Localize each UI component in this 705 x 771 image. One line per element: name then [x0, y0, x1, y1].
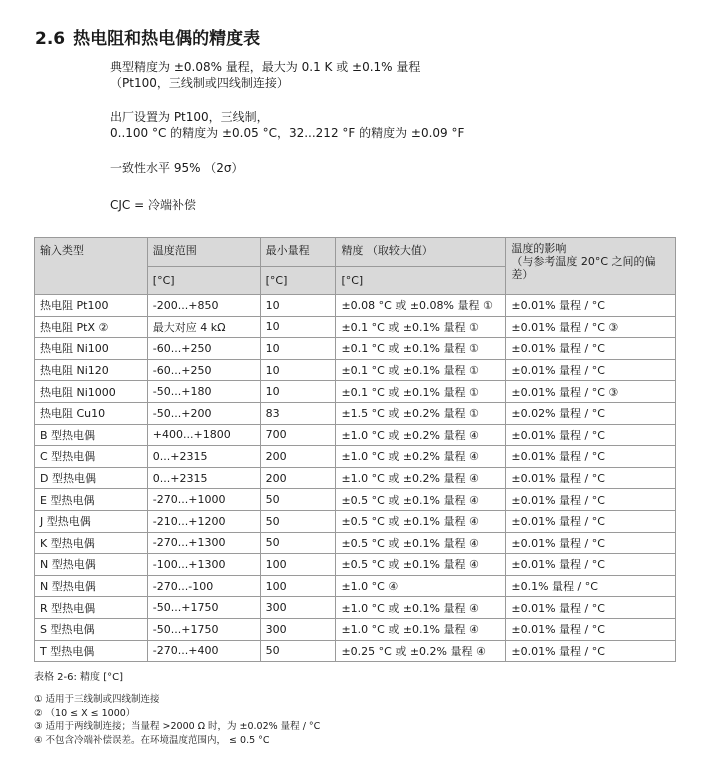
- cell-temperature-effect: ±0.01% 量程 / °C: [506, 640, 676, 662]
- footnote-1: ① 适用于三线制或四线制连接: [34, 694, 160, 705]
- header-accuracy: 精度 （取较大值）: [336, 238, 506, 267]
- table-row: [35, 489, 676, 511]
- cell-temperature-range: -210...+1200: [147, 510, 260, 532]
- cell-input-type: N 型热电偶: [35, 575, 148, 597]
- table-row: [35, 575, 676, 597]
- cjc-definition-text: CJC = 冷端补偿: [110, 198, 196, 212]
- cell-min-span: 50: [260, 640, 336, 662]
- cell-min-span: 10: [260, 359, 336, 381]
- cell-min-span: 700: [260, 424, 336, 446]
- cell-input-type: 热电阻 PtX ②: [35, 316, 148, 338]
- typical-accuracy-text: [110, 59, 420, 91]
- cell-temperature-effect: ±0.01% 量程 / °C: [506, 446, 676, 468]
- table-row: [35, 359, 676, 381]
- cell-temperature-range: -270...-100: [147, 575, 260, 597]
- cell-temperature-effect: ±0.01% 量程 / °C: [506, 295, 676, 317]
- cell-input-type: J 型热电偶: [35, 510, 148, 532]
- cell-min-span: 10: [260, 338, 336, 360]
- cell-min-span: 50: [260, 489, 336, 511]
- cell-temperature-range: -50...+1750: [147, 618, 260, 640]
- cell-accuracy: ±0.5 °C 或 ±0.1% 量程 ④: [336, 554, 506, 576]
- cell-input-type: E 型热电偶: [35, 489, 148, 511]
- cell-temperature-range: -50...+1750: [147, 597, 260, 619]
- cell-input-type: D 型热电偶: [35, 467, 148, 489]
- table-row: [35, 597, 676, 619]
- cell-min-span: 83: [260, 402, 336, 424]
- cell-temperature-effect: ±0.01% 量程 / °C: [506, 618, 676, 640]
- cell-min-span: 100: [260, 575, 336, 597]
- factory-setting-line2: 0..100 °C 的精度为 ±0.05 °C，32...212 °F 的精度为 ±0.09 °F: [110, 126, 465, 140]
- table-caption: 表格 2-6: 精度 [°C]: [34, 672, 124, 683]
- footnote-4: ④ 不包含冷端补偿误差。在环境温度范围内， ≤ 0.5 °C: [34, 734, 270, 746]
- cell-temperature-range: -200...+850: [147, 295, 260, 317]
- cell-temperature-range: -270...+400: [147, 640, 260, 662]
- cell-temperature-range: -270...+1300: [147, 532, 260, 554]
- cell-min-span: 300: [260, 597, 336, 619]
- cell-input-type: K 型热电偶: [35, 532, 148, 554]
- cell-temperature-effect: ±0.01% 量程 / °C: [506, 597, 676, 619]
- cell-accuracy: ±1.0 °C 或 ±0.2% 量程 ④: [336, 424, 506, 446]
- cell-input-type: 热电阻 Cu10: [35, 402, 148, 424]
- cell-temperature-effect: ±0.01% 量程 / °C: [506, 467, 676, 489]
- cell-temperature-effect: ±0.02% 量程 / °C: [506, 402, 676, 424]
- cell-accuracy: ±1.0 °C ④: [336, 575, 506, 597]
- section-number: 2.6: [35, 29, 66, 49]
- table-row: [35, 402, 676, 424]
- cell-temperature-effect: ±0.01% 量程 / °C: [506, 532, 676, 554]
- cell-temperature-range: -60...+250: [147, 359, 260, 381]
- cell-input-type: N 型热电偶: [35, 554, 148, 576]
- section-heading: [35, 24, 260, 49]
- table-row: [35, 554, 676, 576]
- cell-input-type: 热电阻 Ni120: [35, 359, 148, 381]
- cell-accuracy: ±0.1 °C 或 ±0.1% 量程 ①: [336, 338, 506, 360]
- table-row: [35, 510, 676, 532]
- cell-temperature-range: 最大对应 4 kΩ: [147, 316, 260, 338]
- accuracy-table: [34, 237, 676, 662]
- cell-temperature-effect: ±0.01% 量程 / °C: [506, 489, 676, 511]
- cell-temperature-effect: ±0.01% 量程 / °C ③: [506, 316, 676, 338]
- cell-min-span: 200: [260, 467, 336, 489]
- header-unit-span: [°C]: [260, 267, 336, 295]
- cell-accuracy: ±0.1 °C 或 ±0.1% 量程 ①: [336, 316, 506, 338]
- cell-accuracy: ±1.0 °C 或 ±0.2% 量程 ④: [336, 446, 506, 468]
- cell-temperature-range: -60...+250: [147, 338, 260, 360]
- cell-min-span: 10: [260, 295, 336, 317]
- typical-accuracy-line2: （Pt100，三线制或四线制连接）: [110, 76, 289, 90]
- cell-accuracy: ±0.08 °C 或 ±0.08% 量程 ①: [336, 295, 506, 317]
- confidence-level-text: 一致性水平 95% （2σ）: [110, 161, 244, 175]
- table-row: [35, 295, 676, 317]
- table-row: [35, 338, 676, 360]
- header-unit-range: [°C]: [147, 267, 260, 295]
- cell-temperature-effect: ±0.01% 量程 / °C: [506, 424, 676, 446]
- cell-accuracy: ±0.5 °C 或 ±0.1% 量程 ④: [336, 510, 506, 532]
- footnotes: [34, 693, 320, 747]
- cell-input-type: 热电阻 Ni1000: [35, 381, 148, 403]
- footnote-3: ③ 适用于两线制连接；当量程 >2000 Ω 时，为 ±0.02% 量程 / °C: [34, 721, 321, 732]
- cell-min-span: 50: [260, 532, 336, 554]
- table-row: [35, 618, 676, 640]
- cell-input-type: 热电阻 Pt100: [35, 295, 148, 317]
- cell-temperature-range: -100...+1300: [147, 554, 260, 576]
- factory-setting-line1: 出厂设置为 Pt100，三线制，: [110, 110, 269, 124]
- table-row: [35, 532, 676, 554]
- table-row: [35, 424, 676, 446]
- cell-temperature-range: -50...+180: [147, 381, 260, 403]
- factory-setting-text: [110, 109, 464, 141]
- table-row: [35, 446, 676, 468]
- cell-temperature-effect: ±0.01% 量程 / °C: [506, 338, 676, 360]
- cell-temperature-range: -270...+1000: [147, 489, 260, 511]
- footnote-2: ② （10 ≤ X ≤ 1000）: [34, 707, 136, 719]
- cell-accuracy: ±1.0 °C 或 ±0.2% 量程 ④: [336, 467, 506, 489]
- cell-input-type: C 型热电偶: [35, 446, 148, 468]
- cell-temperature-range: 0...+2315: [147, 467, 260, 489]
- table-row: [35, 381, 676, 403]
- cell-accuracy: ±0.5 °C 或 ±0.1% 量程 ④: [336, 532, 506, 554]
- table-row: [35, 640, 676, 662]
- header-unit-accuracy: [°C]: [336, 267, 506, 295]
- section-title: 热电阻和热电偶的精度表: [73, 29, 261, 49]
- cell-min-span: 50: [260, 510, 336, 532]
- cell-min-span: 10: [260, 381, 336, 403]
- cell-accuracy: ±1.5 °C 或 ±0.2% 量程 ①: [336, 402, 506, 424]
- cell-min-span: 300: [260, 618, 336, 640]
- cell-min-span: 10: [260, 316, 336, 338]
- cell-accuracy: ±0.25 °C 或 ±0.2% 量程 ④: [336, 640, 506, 662]
- cell-temperature-effect: ±0.01% 量程 / °C ③: [506, 381, 676, 403]
- cell-temperature-effect: ±0.01% 量程 / °C: [506, 554, 676, 576]
- cell-accuracy: ±0.1 °C 或 ±0.1% 量程 ①: [336, 381, 506, 403]
- cell-accuracy: ±1.0 °C 或 ±0.1% 量程 ④: [336, 597, 506, 619]
- cell-min-span: 200: [260, 446, 336, 468]
- cell-input-type: 热电阻 Ni100: [35, 338, 148, 360]
- cell-accuracy: ±0.1 °C 或 ±0.1% 量程 ①: [336, 359, 506, 381]
- cell-input-type: B 型热电偶: [35, 424, 148, 446]
- cell-accuracy: ±0.5 °C 或 ±0.1% 量程 ④: [336, 489, 506, 511]
- header-temperature-effect: 温度的影响 （与参考温度 20°C 之间的偏差）: [506, 238, 676, 295]
- cell-input-type: R 型热电偶: [35, 597, 148, 619]
- table-row: [35, 316, 676, 338]
- header-input-type: 输入类型: [35, 238, 148, 295]
- cell-temperature-range: 0...+2315: [147, 446, 260, 468]
- header-min-span: 最小量程: [260, 238, 336, 267]
- header-temperature-range: 温度范围: [147, 238, 260, 267]
- cell-temperature-range: +400...+1800: [147, 424, 260, 446]
- cell-temperature-range: -50...+200: [147, 402, 260, 424]
- cell-temperature-effect: ±0.01% 量程 / °C: [506, 510, 676, 532]
- cell-temperature-effect: ±0.01% 量程 / °C: [506, 359, 676, 381]
- cell-input-type: S 型热电偶: [35, 618, 148, 640]
- cell-temperature-effect: ±0.1% 量程 / °C: [506, 575, 676, 597]
- table-row: [35, 467, 676, 489]
- cell-input-type: T 型热电偶: [35, 640, 148, 662]
- typical-accuracy-line1: 典型精度为 ±0.08% 量程，最大为 0.1 K 或 ±0.1% 量程: [110, 60, 421, 74]
- cell-accuracy: ±1.0 °C 或 ±0.1% 量程 ④: [336, 618, 506, 640]
- cell-min-span: 100: [260, 554, 336, 576]
